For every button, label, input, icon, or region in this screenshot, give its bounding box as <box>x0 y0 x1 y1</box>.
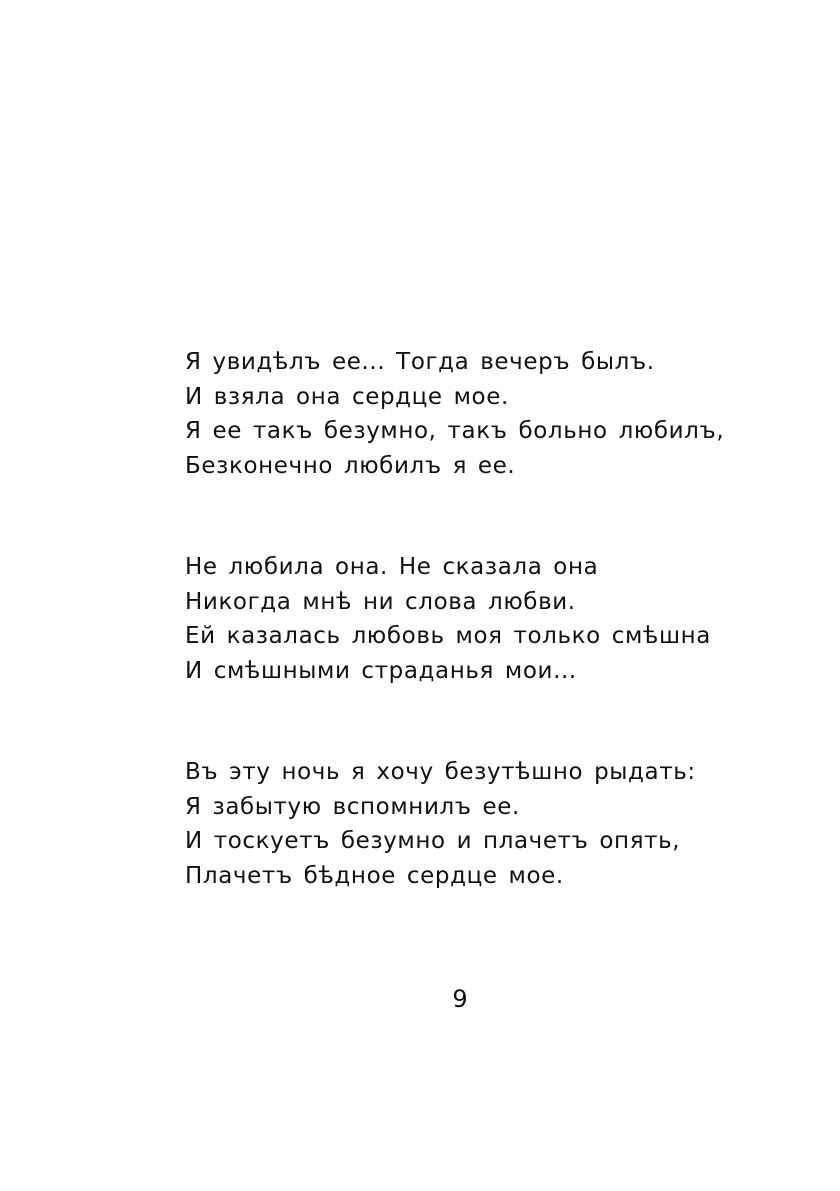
poem-line: Я ее такъ безумно, такъ больно любилъ, <box>185 418 725 444</box>
poem-line: Не любила она. Не сказала она <box>185 554 599 580</box>
poem-line: Безконечно любилъ я ее. <box>185 452 516 479</box>
poem-line: Ей казалась любовь моя только смѣшна <box>185 623 711 649</box>
poem-line: Никогда мнѣ ни слова любви. <box>185 588 576 615</box>
poem-line: И тоскуетъ безумно и плачетъ опять, <box>185 828 681 854</box>
stanza-1 <box>185 345 745 483</box>
poem-line: Въ эту ночь я хочу безутѣшно рыдать: <box>185 759 696 785</box>
poem-line: Я забытую вспомнилъ ее. <box>185 793 520 820</box>
page-number: 9 <box>452 985 468 1013</box>
poem <box>185 345 745 893</box>
poem-line: Плачетъ бѣдное сердце мое. <box>185 862 564 889</box>
poem-line: Я увидѣлъ ее... Тогда вечеръ былъ. <box>185 349 655 375</box>
stanza-2 <box>185 550 745 688</box>
poem-line: И смѣшными страданья мои... <box>185 657 577 684</box>
stanza-3 <box>185 755 745 893</box>
poem-line: И взяла она сердце мое. <box>185 383 509 410</box>
